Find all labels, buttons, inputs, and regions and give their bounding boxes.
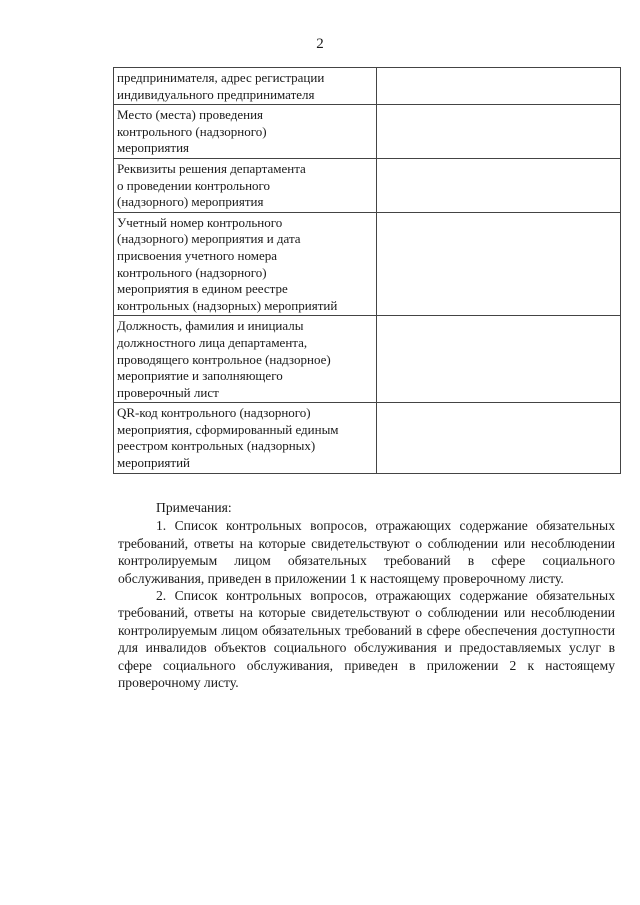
row-label-line: Реквизиты решения департамента: [117, 160, 306, 176]
row-label-cell: [114, 105, 377, 159]
row-value-cell: [377, 68, 621, 105]
table-row: [114, 158, 621, 212]
row-label-cell: [114, 316, 377, 403]
row-label-line: Место (места) проведения: [117, 107, 264, 123]
table-row: [114, 105, 621, 159]
table-row: [114, 403, 621, 473]
note-item: 1. Список контрольных вопросов, отражающих содержание обязательных требований, ответы на которые свидетельствуют о соблюдении или несоблюдении контролируемым лицом обязательных требований в сфере социального обслуживания, приведен в приложении 1 к настоящему проверочному листу.: [118, 518, 615, 586]
table-row: [114, 316, 621, 403]
row-value-cell: [377, 403, 621, 473]
row-label-line: мероприятие и заполняющего: [117, 368, 283, 384]
row-label-cell: [114, 403, 377, 473]
row-label-line: (надзорного) мероприятия и дата: [117, 231, 301, 247]
row-label-line: контрольного (надзорного): [117, 123, 267, 139]
row-value-cell: [377, 158, 621, 212]
row-label-line: о проведении контрольного: [117, 177, 271, 193]
row-label-cell: [114, 158, 377, 212]
row-label-line: реестром контрольных (надзорных): [117, 438, 316, 454]
inspection-details-table: [113, 67, 621, 474]
row-label-cell: [114, 68, 377, 105]
row-label-line: контрольного (надзорного): [117, 264, 267, 280]
notes-section: [118, 499, 615, 691]
row-label-line: индивидуального предпринимателя: [117, 86, 315, 102]
row-label-line: мероприятия, сформированный единым: [117, 421, 339, 437]
row-value-cell: [377, 105, 621, 159]
row-label-line: проверочный лист: [117, 384, 219, 400]
row-value-cell: [377, 316, 621, 403]
row-label-cell: [114, 212, 377, 316]
row-label-line: мероприятия: [117, 140, 190, 156]
page-number: 2: [316, 36, 324, 52]
row-label-line: предпринимателя, адрес регистрации: [117, 70, 325, 85]
row-label-line: проводящего контрольное (надзорное): [117, 351, 331, 367]
row-value-cell: [377, 212, 621, 316]
row-label-line: контрольных (надзорных) мероприятий: [117, 297, 338, 313]
row-label-line: QR-код контрольного (надзорного): [117, 405, 311, 421]
row-label-line: мероприятий: [117, 455, 190, 471]
row-label-line: должностного лица департамента,: [117, 334, 308, 350]
row-label-line: присвоения учетного номера: [117, 247, 277, 263]
row-label-line: Должность, фамилия и инициалы: [117, 318, 304, 334]
row-label-line: Учетный номер контрольного: [117, 214, 283, 230]
notes-title: Примечания:: [156, 500, 232, 515]
note-item: 2. Список контрольных вопросов, отражающих содержание обязательных требований, ответы на которые свидетельствуют о соблюдении или несоблюдении контролируемым лицом обязательных требований в сфере обеспечения доступности для инвалидов объектов социального обслуживания и предоставляемых услуг в сфере социального обслуживания, приведен в приложении 2 к настоящему проверочному листу.: [118, 588, 615, 691]
row-label-line: (надзорного) мероприятия: [117, 194, 264, 210]
table-row: [114, 212, 621, 316]
table-row: [114, 68, 621, 105]
row-label-line: мероприятия в едином реестре: [117, 281, 288, 297]
